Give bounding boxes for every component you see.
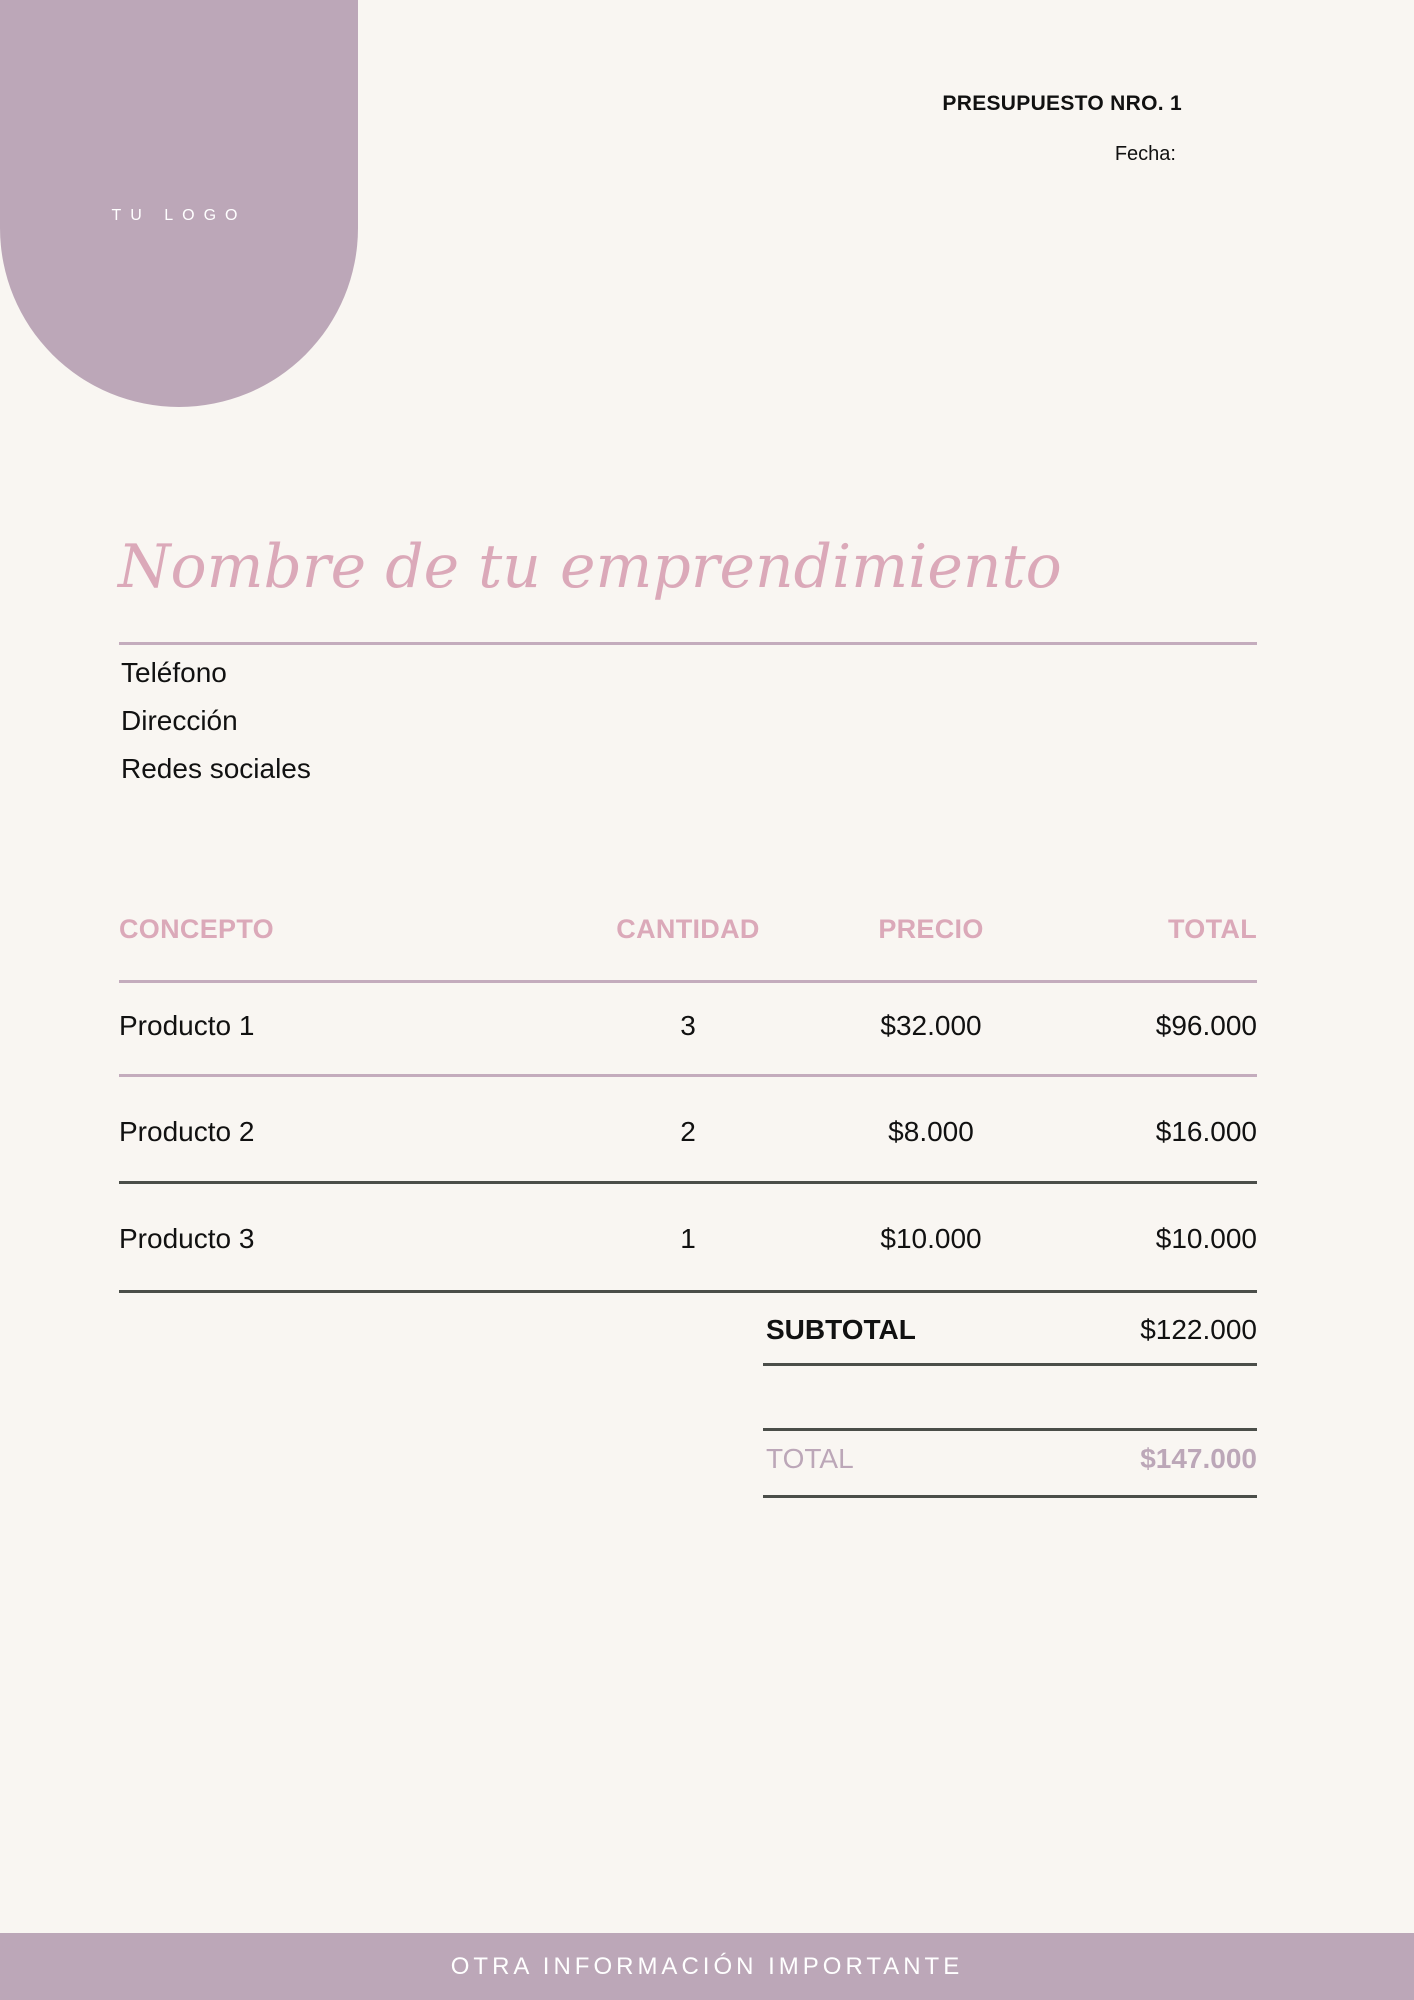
row-concept: Producto 3 bbox=[119, 1223, 255, 1254]
contact-address: Dirección bbox=[121, 705, 238, 736]
row-concept: Producto 2 bbox=[119, 1116, 255, 1147]
row-divider bbox=[119, 1074, 1257, 1077]
total-label: TOTAL bbox=[766, 1443, 854, 1474]
total-bottom-divider bbox=[763, 1495, 1257, 1498]
column-header-concept: CONCEPTO bbox=[119, 914, 274, 944]
logo-placeholder bbox=[0, 0, 358, 407]
business-name: Nombre de tu emprendimiento bbox=[118, 532, 1062, 602]
column-header-price: PRECIO bbox=[878, 914, 984, 944]
row-divider bbox=[119, 1181, 1257, 1184]
column-header-total: TOTAL bbox=[1168, 914, 1257, 944]
date-label: Fecha: bbox=[1114, 143, 1176, 165]
business-divider bbox=[119, 642, 1257, 645]
footer-band bbox=[0, 1933, 1414, 2000]
row-total: $10.000 bbox=[1155, 1223, 1257, 1254]
row-concept: Producto 1 bbox=[119, 1010, 255, 1041]
table-bottom-divider bbox=[119, 1290, 1257, 1293]
contact-social: Redes sociales bbox=[121, 753, 311, 784]
row-quantity: 3 bbox=[680, 1010, 696, 1041]
row-quantity: 1 bbox=[680, 1223, 696, 1254]
document-number: PRESUPUESTO NRO. 1 bbox=[942, 92, 1182, 115]
logo-text: TU LOGO bbox=[111, 207, 247, 224]
total-top-divider bbox=[763, 1428, 1257, 1431]
row-total: $16.000 bbox=[1155, 1116, 1257, 1147]
subtotal-label: SUBTOTAL bbox=[766, 1314, 916, 1345]
contact-phone: Teléfono bbox=[121, 657, 227, 688]
row-total: $96.000 bbox=[1155, 1010, 1257, 1041]
column-header-quantity: CANTIDAD bbox=[616, 914, 760, 944]
total-value: $147.000 bbox=[1140, 1443, 1257, 1474]
row-price: $32.000 bbox=[880, 1010, 982, 1041]
row-quantity: 2 bbox=[680, 1116, 696, 1147]
subtotal-value: $122.000 bbox=[1140, 1314, 1257, 1345]
subtotal-divider bbox=[763, 1363, 1257, 1366]
row-price: $10.000 bbox=[880, 1223, 982, 1254]
footer-text: OTRA INFORMACIÓN IMPORTANTE bbox=[450, 1953, 964, 1980]
row-price: $8.000 bbox=[888, 1116, 974, 1147]
header-divider bbox=[119, 980, 1257, 983]
